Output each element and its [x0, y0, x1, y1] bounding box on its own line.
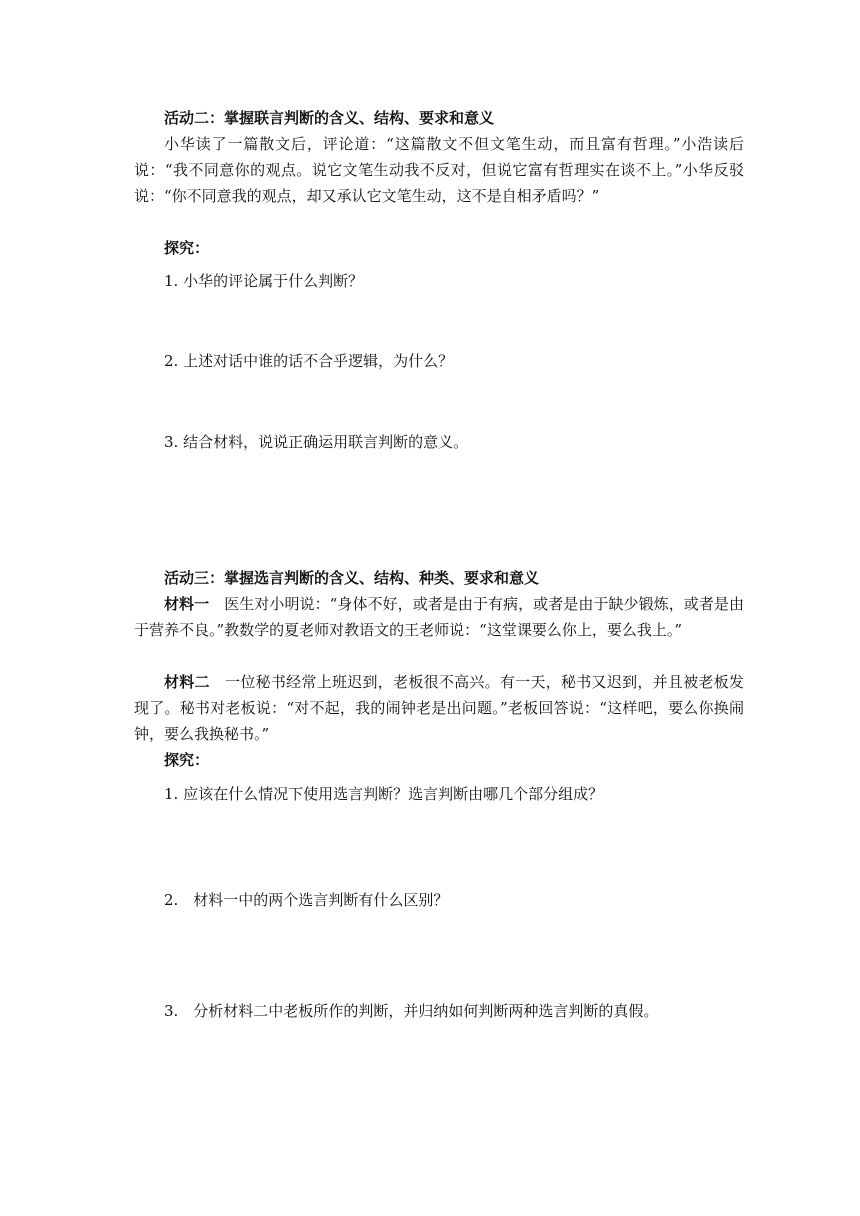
activity3-explore-label: 探究： [164, 751, 210, 769]
activity2-explore-label: 探究： [164, 239, 210, 257]
activity2-question-1: 1. 小华的评论属于什么判断？ [164, 272, 364, 290]
activity3-material-1 [134, 591, 744, 643]
activity3-material-2 [134, 669, 744, 747]
activity2-question-3: 3. 结合材料，说说正确运用联言判断的意义。 [164, 433, 469, 451]
activity3-question-2: 2. 材料一中的两个选言判断有什么区别？ [164, 891, 449, 909]
material-1-label: 材料一 [164, 595, 210, 613]
activity3-title: 活动三：掌握选言判断的含义、结构、种类、要求和意义 [164, 569, 540, 587]
material-2-text: 一位秘书经常上班迟到，老板很不高兴。有一天，秘书又迟到，并且被老板发现了。秘书对老板说：“对不起，我的闹钟老是出问题。”老板回答说：“这样吧，要么你换闹钟，要么我换秘书。” [134, 673, 744, 743]
activity3-question-1: 1. 应该在什么情况下使用选言判断？选言判断由哪几个部分组成？ [164, 785, 604, 803]
activity3-question-3: 3. 分析材料二中老板所作的判断，并归纳如何判断两种选言判断的真假。 [164, 1002, 659, 1020]
activity2-material: 小华读了一篇散文后，评论道：“这篇散文不但文笔生动，而且富有哲理。”小浩读后说：“我不同意你的观点。说它文笔生动我不反对，但说它富有哲理实在谈不上。”小华反驳说：“你不同意我的观点，却又承认它文笔生动，这不是自相矛盾吗？” [134, 135, 744, 205]
activity2-title: 活动二：掌握联言判断的含义、结构、要求和意义 [164, 109, 495, 127]
material-1-text: 医生对小明说：“身体不好，或者是由于有病，或者是由于缺少锻炼，或者是由于营养不良。”教数学的夏老师对教语文的王老师说：“这堂课要么你上，要么我上。” [134, 595, 744, 639]
material-2-label: 材料二 [164, 673, 210, 691]
activity2-question-2: 2. 上述对话中谁的话不合乎逻辑，为什么？ [164, 352, 454, 370]
